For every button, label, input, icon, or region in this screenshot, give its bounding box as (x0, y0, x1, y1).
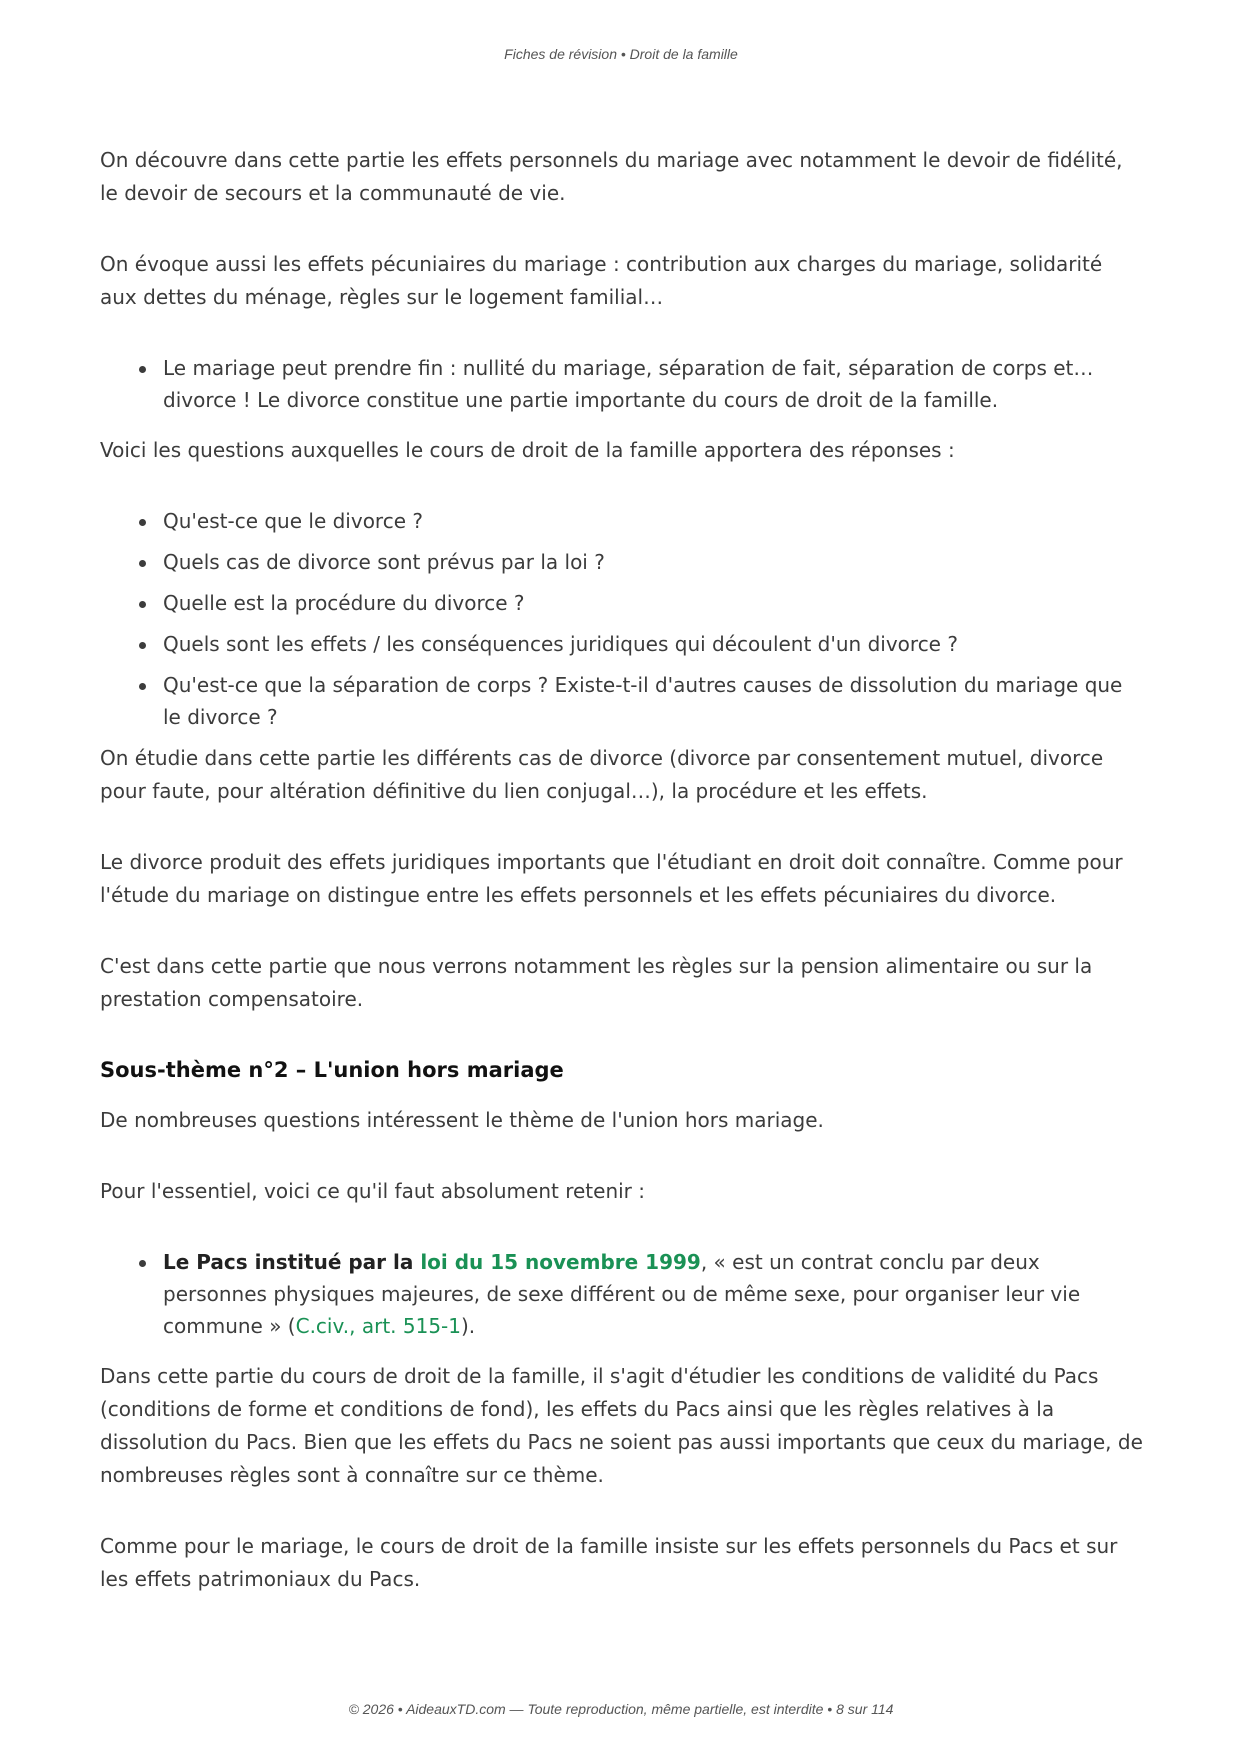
pacs-bullet-list (100, 1246, 1145, 1342)
pacs-bold-text: Le Pacs institué par la (163, 1250, 421, 1274)
paragraph-essentials: Pour l'essentiel, voici ce qu'il faut absolument retenir : (100, 1179, 645, 1203)
questions-list (100, 505, 1145, 733)
list-item: Qu'est-ce que la séparation de corps ? Existe-t-il d'autres causes de dissolution du mariage que le divorce ? (100, 669, 1145, 733)
paragraph-questions-intro: Voici les questions auxquelles le cours de droit de la famille apportera des réponses : (100, 438, 955, 462)
paragraph-union-intro: De nombreuses questions intéressent le thème de l'union hors mariage. (100, 1108, 824, 1132)
paragraph-pension: C'est dans cette partie que nous verrons notamment les règles sur la pension alimentaire ou sur la prestation compensatoire. (100, 954, 1093, 1011)
paragraph-personal-effects: On découvre dans cette partie les effets personnels du mariage avec notamment le devoir de fidélité, le devoir de secours et la communauté de vie. (100, 148, 1123, 205)
paragraph-divorce-cases: On étudie dans cette partie les différents cas de divorce (divorce par consentement mutuel, divorce pour faute, pour altération définitive du lien conjugal…), la procédure et les effets. (100, 746, 1104, 803)
law-link[interactable]: loi du 15 novembre 1999 (420, 1250, 701, 1274)
civil-code-link[interactable]: C.civ., art. 515-1 (295, 1314, 461, 1338)
page-header: Fiches de révision • Droit de la famille (504, 46, 738, 62)
paragraph-pacs-conditions: Dans cette partie du cours de droit de la famille, il s'agit d'étudier les conditions de validité du Pacs (conditions de forme et conditions de fond), les effets du Pacs ainsi que les règles relatives à la dissolution du Pacs. Bien que les effets du Pacs ne soient pas aussi importants que ceux du mariage, de nombreuses règles sont à connaître sur ce thème. (100, 1364, 1143, 1487)
list-item: Quels sont les effets / les conséquences juridiques qui découlent d'un divorce ? (100, 628, 1145, 660)
page-footer: © 2026 • AideauxTD.com — Toute reproduction, même partielle, est interdite • 8 sur 114 (348, 1701, 894, 1717)
section-heading: Sous-thème n°2 – L'union hors mariage (100, 1058, 564, 1082)
document-body (100, 144, 1145, 1596)
divorce-bullet-list (100, 352, 1145, 416)
pacs-definition: , « est un contrat conclu par deux personnes physiques majeures, de sexe différent ou de même sexe, pour organiser leur vie commune » ( (163, 1250, 1081, 1338)
list-item: Le mariage peut prendre fin : nullité du mariage, séparation de fait, séparation de corps et… divorce ! Le divorce constitue une partie importante du cours de droit de la famille. (100, 352, 1145, 416)
list-item: Qu'est-ce que le divorce ? (100, 505, 1145, 537)
list-item: Quels cas de divorce sont prévus par la loi ? (100, 546, 1145, 578)
paragraph-divorce-effects: Le divorce produit des effets juridiques importants que l'étudiant en droit doit connaître. Comme pour l'étude du mariage on distingue entre les effets personnels et les effets pécuniaires du divorce. (100, 850, 1123, 907)
list-item: Quelle est la procédure du divorce ? (100, 587, 1145, 619)
paragraph-financial-effects: On évoque aussi les effets pécuniaires du mariage : contribution aux charges du mariage, solidarité aux dettes du ménage, règles sur le logement familial… (100, 252, 1103, 309)
paragraph-pacs-effects: Comme pour le mariage, le cours de droit de la famille insiste sur les effets personnels du Pacs et sur les effets patrimoniaux du Pacs. (100, 1534, 1118, 1591)
list-item (100, 1246, 1145, 1342)
pacs-end: ). (461, 1314, 476, 1338)
